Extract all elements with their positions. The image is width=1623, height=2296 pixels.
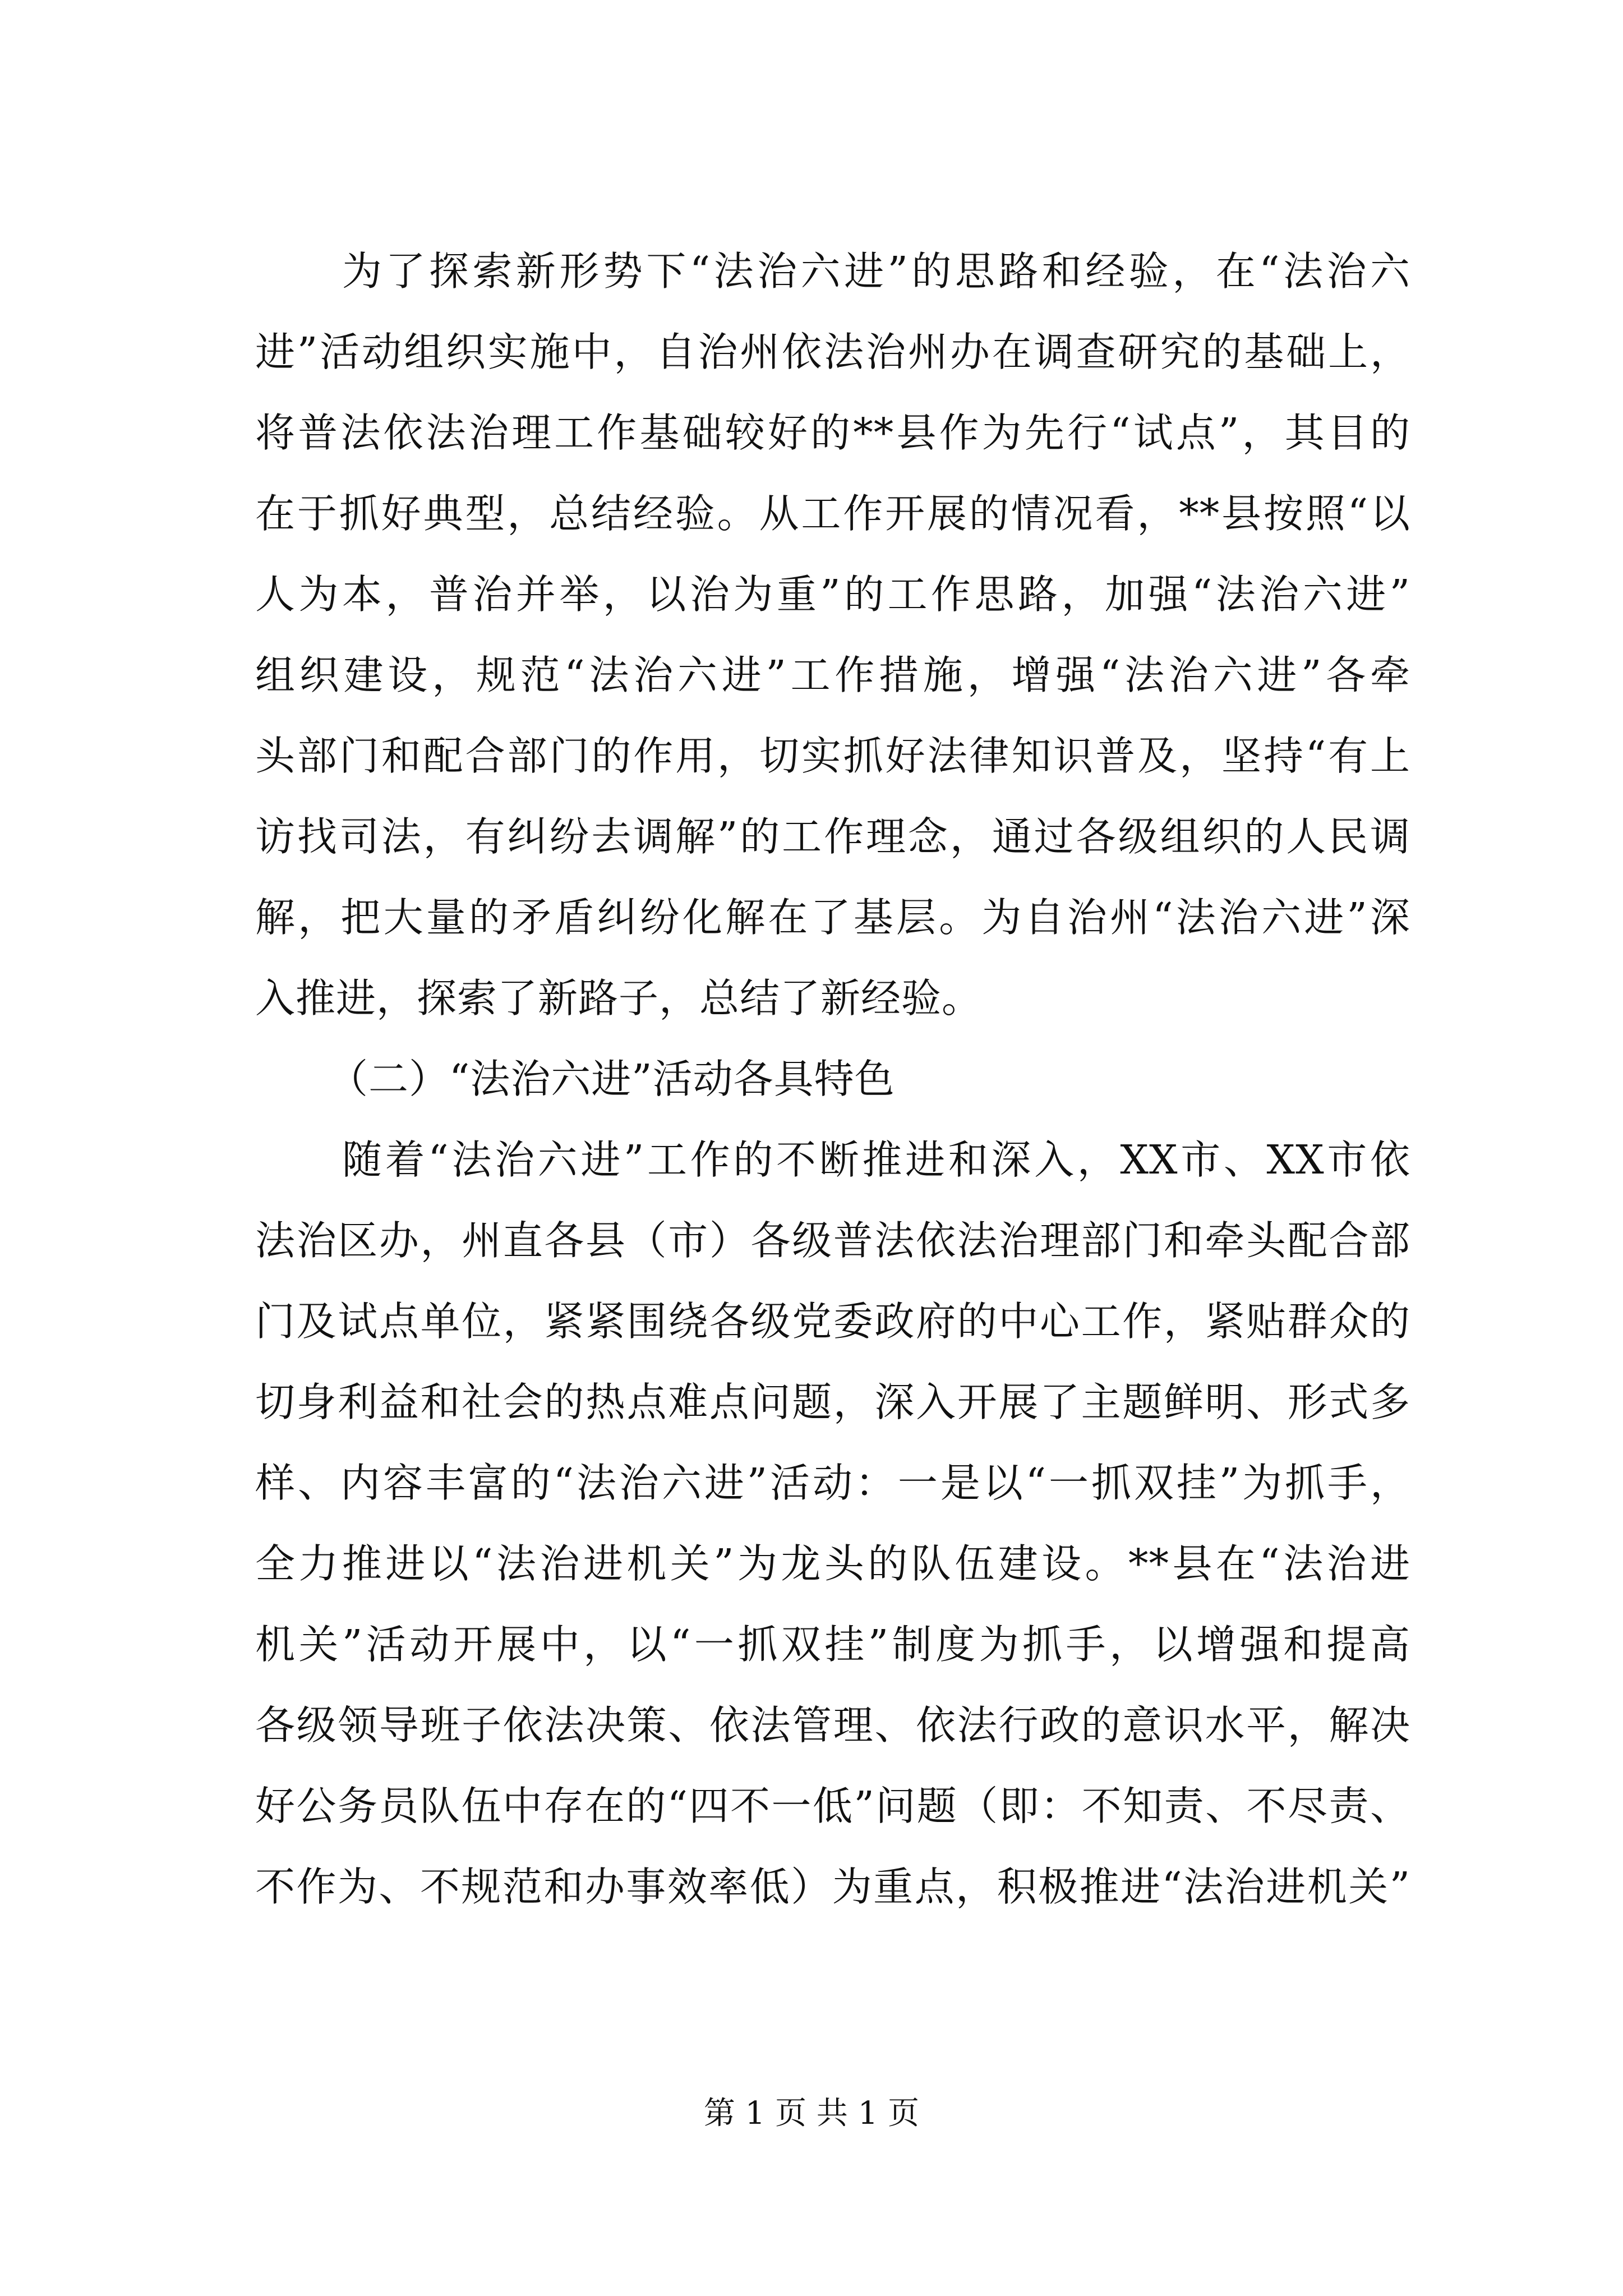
paragraph-line: 组织建设，规范“法治六进”工作措施，增强“法治六进”各牵 (255, 652, 1410, 698)
paragraph-line: 随着“法治六进”工作的不断推进和深入，XX市、XX市依 (342, 1137, 1410, 1183)
paragraph-line: 在于抓好典型，总结经验。从工作开展的情况看，**县按照“以 (255, 490, 1410, 537)
paragraph-line: 访找司法，有纠纷去调解”的工作理念，通过各级组织的人民调 (255, 813, 1410, 860)
paragraph-line: 好公务员队伍中存在的“四不一低”问题（即：不知责、不尽责、 (255, 1783, 1410, 1829)
paragraph-line: 人为本，普治并举，以治为重”的工作思路，加强“法治六进” (255, 571, 1410, 618)
paragraph-line: 机关”活动开展中，以“一抓双挂”制度为抓手，以增强和提高 (255, 1621, 1410, 1668)
paragraph-line: 头部门和配合部门的作用，切实抓好法律知识普及，坚持“有上 (255, 733, 1410, 779)
paragraph-line: 法治区办，州直各县（市）各级普法依法治理部门和牵头配合部 (255, 1217, 1410, 1264)
paragraph-line: 不作为、不规范和办事效率低）为重点，积极推进“法治进机关” (255, 1864, 1410, 1910)
page-number-footer: 第 1 页 共 1 页 (703, 2095, 920, 2132)
paragraph-line: 各级领导班子依法决策、依法管理、依法行政的意识水平，解决 (255, 1702, 1410, 1749)
body-text (255, 231, 1410, 1927)
paragraph-line: 门及试点单位，紧紧围绕各级党委政府的中心工作，紧贴群众的 (255, 1298, 1410, 1345)
section-heading: （二）“法治六进”活动各具特色 (328, 1056, 895, 1102)
paragraph-line: 解，把大量的矛盾纠纷化解在了基层。为自治州“法治六进”深 (255, 894, 1410, 941)
paragraph-line: 切身利益和社会的热点难点问题，深入开展了主题鲜明、形式多 (255, 1379, 1410, 1425)
paragraph-line: 入推进，探索了新路子，总结了新经验。 (255, 975, 983, 1022)
paragraph-line: 全力推进以“法治进机关”为龙头的队伍建设。**县在“法治进 (255, 1540, 1410, 1587)
paragraph-line: 进”活动组织实施中，自治州依法治州办在调查研究的基础上， (255, 329, 1410, 375)
paragraph-line: 样、内容丰富的“法治六进”活动：一是以“一抓双挂”为抓手， (255, 1460, 1410, 1506)
paragraph-line: 将普法依法治理工作基础较好的**县作为先行“试点”，其目的 (255, 409, 1410, 456)
paragraph-line: 为了探索新形势下“法治六进”的思路和经验，在“法治六 (342, 248, 1410, 295)
